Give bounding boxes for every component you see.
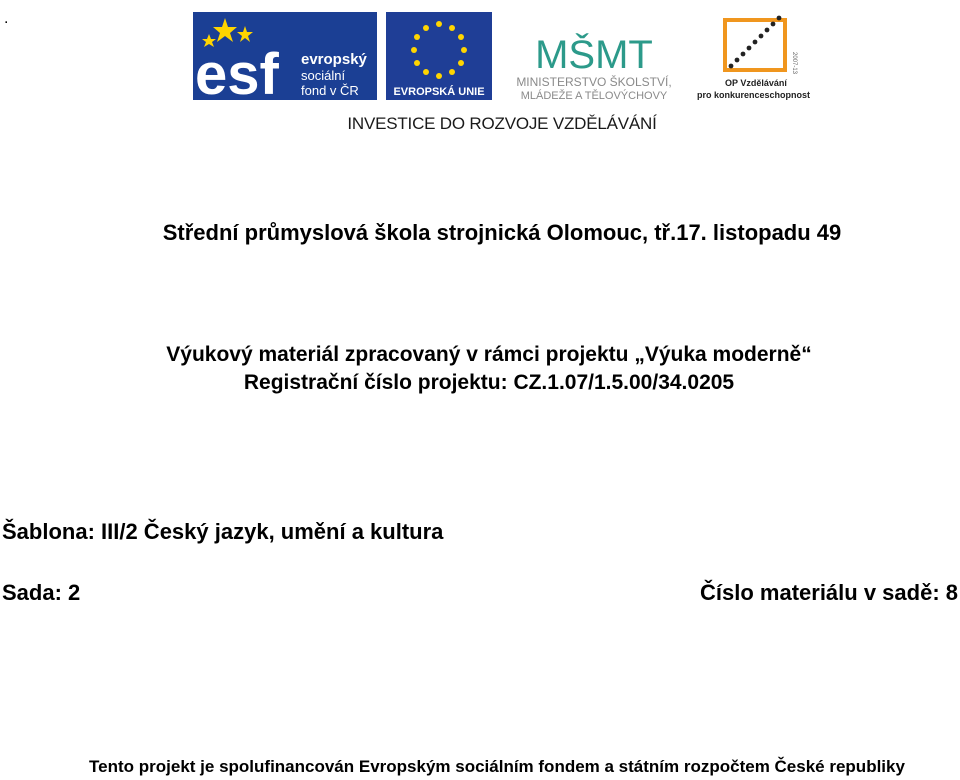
svg-text:OP Vzdělávání: OP Vzdělávání — [725, 78, 787, 88]
school-name: Střední průmyslová škola strojnická Olomouc, tř.17. listopadu 49 — [162, 220, 842, 245]
svg-text:evropský: evropský — [301, 51, 367, 68]
svg-text:sociální: sociální — [301, 68, 346, 83]
msmt-logo — [500, 10, 688, 102]
svg-text:MLÁDEŽE A TĚLOVÝCHOVY: MLÁDEŽE A TĚLOVÝCHOVY — [520, 90, 668, 102]
project-info — [0, 341, 960, 397]
esf-logo — [193, 12, 377, 100]
eu-logo — [386, 12, 492, 100]
project-title: Výukový materiál zpracovaný v rámci projektu „Výuka moderně“ — [166, 343, 812, 366]
investice-tagline: INVESTICE DO ROZVOJE VZDĚLÁVÁNÍ — [347, 114, 657, 133]
svg-text:fond v ČR: fond v ČR — [301, 83, 359, 98]
footer-note: Tento projekt je spolufinancován Evropským sociálním fondem a státním rozpočtem České republiky — [89, 757, 905, 776]
material-number: Číslo materiálu v sadě: 8 — [700, 580, 958, 605]
svg-text:pro konkurenceschopnost: pro konkurenceschopnost — [697, 90, 811, 100]
registration-number: Registrační číslo projektu: CZ.1.07/1.5.00/34.0205 — [243, 371, 735, 394]
template-label: Šablona: III/2 Český jazyk, umění a kultura — [2, 519, 444, 544]
svg-text:MINISTERSTVO ŠKOLSTVÍ,: MINISTERSTVO ŠKOLSTVÍ, — [516, 75, 672, 89]
op-vzdelavani-logo — [695, 10, 813, 102]
svg-text:MŠMT: MŠMT — [535, 33, 653, 77]
svg-text:EVROPSKÁ UNIE: EVROPSKÁ UNIE — [393, 86, 485, 98]
corner-mark: . — [4, 10, 9, 27]
svg-text:2007-13: 2007-13 — [791, 52, 797, 75]
svg-text:esf: esf — [195, 42, 279, 100]
set-label: Sada: 2 — [2, 580, 81, 605]
